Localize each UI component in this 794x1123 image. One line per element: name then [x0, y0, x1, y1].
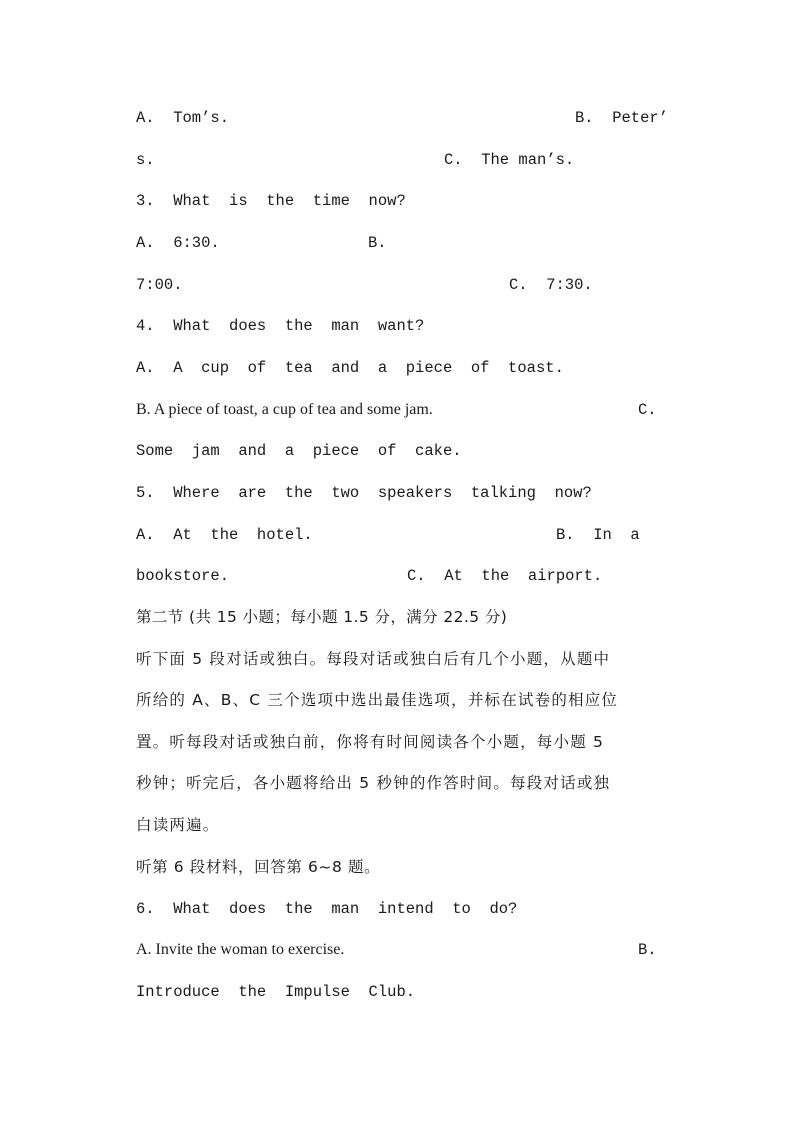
- q4-option-c: C.: [638, 401, 657, 419]
- q5-option-b-continued: bookstore.: [136, 567, 230, 585]
- instruction-line-1: 听下面 5 段对话或独白。每段对话或独白后有几个小题，从题中: [136, 650, 611, 668]
- question-3: 3. What is the time now?: [136, 192, 406, 210]
- q2-option-b-continued: s.: [136, 151, 155, 169]
- question-5: 5. Where are the two speakers talking now?: [136, 484, 592, 502]
- q3-option-a: A. 6:30.: [136, 234, 220, 252]
- q2-option-a: A. Tom’s.: [136, 109, 230, 127]
- q6-option-b-continued: Introduce the Impulse Club.: [136, 983, 416, 1001]
- instruction-line-5: 白读两遍。: [136, 816, 220, 834]
- q5-option-a: A. At the hotel.: [136, 526, 313, 544]
- section-2-title: 第二节 (共 15 小题；每小题 1.5 分，满分 22.5 分): [136, 608, 508, 626]
- q6-option-a: A. Invite the woman to exercise.: [136, 941, 345, 958]
- instruction-line-3: 置。听每段对话或独白前，你将有时间阅读各个小题，每小题 5: [136, 733, 605, 751]
- q4-option-b: B. A piece of toast, a cup of tea and some jam.: [136, 401, 433, 418]
- q5-option-c: C. At the airport.: [407, 567, 603, 585]
- instruction-line-2: 所给的 A、B、C 三个选项中选出最佳选项，并标在试卷的相应位: [136, 691, 619, 709]
- material-6-heading: 听第 6 段材料，回答第 6~8 题。: [136, 858, 381, 876]
- q3-option-b: B.: [368, 234, 387, 252]
- q3-option-b-continued: 7:00.: [136, 276, 183, 294]
- question-6: 6. What does the man intend to do?: [136, 900, 518, 918]
- question-4: 4. What does the man want?: [136, 317, 425, 335]
- q2-option-b: B. Peter’: [575, 109, 669, 127]
- instruction-line-4: 秒钟；听完后，各小题将给出 5 秒钟的作答时间。每段对话或独: [136, 774, 611, 792]
- q4-option-a: A. A cup of tea and a piece of toast.: [136, 359, 564, 377]
- q3-option-c: C. 7:30.: [509, 276, 593, 294]
- q5-option-b: B. In a: [556, 526, 640, 544]
- q4-option-c-continued: Some jam and a piece of cake.: [136, 442, 462, 460]
- q6-option-b: B.: [638, 941, 657, 959]
- q2-option-c: C. The man’s.: [444, 151, 575, 169]
